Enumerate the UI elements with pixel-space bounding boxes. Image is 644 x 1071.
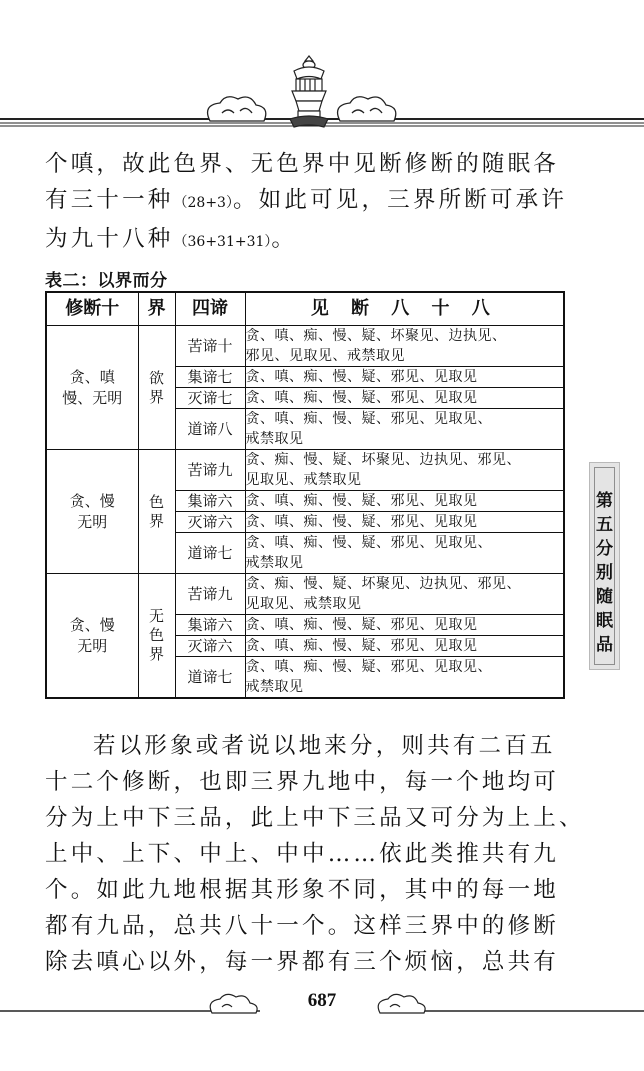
- xiuduan-cell: 贪、嗔 慢、无明: [46, 326, 138, 450]
- classification-table: [45, 291, 565, 699]
- desc-cell: 贪、嗔、痴、慢、疑、邪见、见取见、 戒禁取见: [245, 533, 564, 574]
- di-cell: 灭谛六: [175, 512, 245, 533]
- header-jie: 界: [138, 292, 175, 326]
- desc-cell: 贪、嗔、痴、慢、疑、邪见、见取见: [245, 615, 564, 636]
- di-cell: 苦谛九: [175, 574, 245, 615]
- para2-line-3: 分为上中下三品，此上中下三品又可分为上上、: [45, 805, 585, 831]
- para2-line-7: 除去嗔心以外，每一界都有三个烦恼，总共有: [45, 949, 560, 975]
- jie-cell: 色界: [138, 450, 175, 574]
- di-cell: 道谛七: [175, 533, 245, 574]
- desc-cell: 贪、痴、慢、疑、坏聚见、边执见、邪见、 见取见、戒禁取见: [245, 574, 564, 615]
- di-cell: 集谛七: [175, 367, 245, 388]
- cloud-left-icon: [208, 97, 266, 121]
- table-row: [46, 326, 564, 367]
- xiuduan-cell: 贪、慢 无明: [46, 450, 138, 574]
- di-cell: 道谛八: [175, 409, 245, 450]
- di-cell: 苦谛九: [175, 450, 245, 491]
- table-row: [46, 450, 564, 491]
- desc-cell: 贪、嗔、痴、慢、疑、邪见、见取见: [245, 388, 564, 409]
- desc-cell: 贪、痴、慢、疑、坏聚见、边执见、邪见、 见取见、戒禁取见: [245, 450, 564, 491]
- para2-line-1: 若以形象或者说以地来分，则共有二百五: [93, 733, 556, 759]
- para2-line-5: 个。如此九地根据其形象不同，其中的每一地: [45, 877, 560, 903]
- di-cell: 灭谛七: [175, 388, 245, 409]
- header-sidi: 四谛: [175, 292, 245, 326]
- para2-line-6: 都有九品，总共八十一个。这样三界中的修断: [45, 913, 560, 939]
- di-cell: 集谛六: [175, 615, 245, 636]
- jie-cell: 欲界: [138, 326, 175, 450]
- di-cell: 苦谛十: [175, 326, 245, 367]
- desc-cell: 贪、嗔、痴、慢、疑、邪见、见取见、 戒禁取见: [245, 657, 564, 699]
- paragraph-top: [45, 146, 570, 260]
- para2-line-4: 上中、上下、中上、中中……依此类推共有九: [45, 841, 560, 867]
- header-xiuduan: 修断十: [46, 292, 138, 326]
- table-row: [46, 574, 564, 615]
- desc-cell: 贪、嗔、痴、慢、疑、邪见、见取见: [245, 367, 564, 388]
- table-caption: 表二：以界而分: [45, 271, 168, 291]
- di-cell: 集谛六: [175, 491, 245, 512]
- header-ornament: [0, 55, 644, 135]
- page-number: 687: [307, 990, 337, 1011]
- desc-cell: 贪、嗔、痴、慢、疑、坏聚见、边执见、 邪见、见取见、戒禁取见: [245, 326, 564, 367]
- jie-cell: 无色界: [138, 574, 175, 699]
- di-cell: 道谛七: [175, 657, 245, 699]
- cloud-left-footer-icon: [210, 994, 257, 1013]
- header-jianduan: 见 断 八 十 八: [245, 292, 564, 326]
- victory-banner-icon: [290, 56, 328, 127]
- desc-cell: 贪、嗔、痴、慢、疑、邪见、见取见: [245, 491, 564, 512]
- para2-line-2: 十二个修断，也即三界九地中，每一个地均可: [45, 769, 560, 795]
- desc-cell: 贪、嗔、痴、慢、疑、邪见、见取见、 戒禁取见: [245, 409, 564, 450]
- desc-cell: 贪、嗔、痴、慢、疑、邪见、见取见: [245, 636, 564, 657]
- para1-line-1: 个嗔，故此色界、无色界中见断修断的随眠各: [45, 151, 560, 177]
- di-cell: 灭谛六: [175, 636, 245, 657]
- note-36-31-31: （36+31+31）: [173, 234, 272, 250]
- note-28-3: （28+3）: [173, 195, 233, 211]
- chapter-side-tab: [589, 462, 620, 670]
- cloud-right-icon: [338, 97, 396, 121]
- table-header-row: [46, 292, 564, 326]
- paragraph-bottom: [45, 728, 585, 980]
- chapter-title: 第五分别随眠品: [596, 491, 613, 655]
- desc-cell: 贪、嗔、痴、慢、疑、邪见、见取见: [245, 512, 564, 533]
- xiuduan-cell: 贪、慢 无明: [46, 574, 138, 699]
- para1-line-2: 有三十一种（28+3）。如此可见，三界所断可承许: [45, 187, 568, 213]
- cloud-right-footer-icon: [378, 994, 425, 1013]
- para1-line-3: 为九十八种（36+31+31）。: [45, 226, 298, 252]
